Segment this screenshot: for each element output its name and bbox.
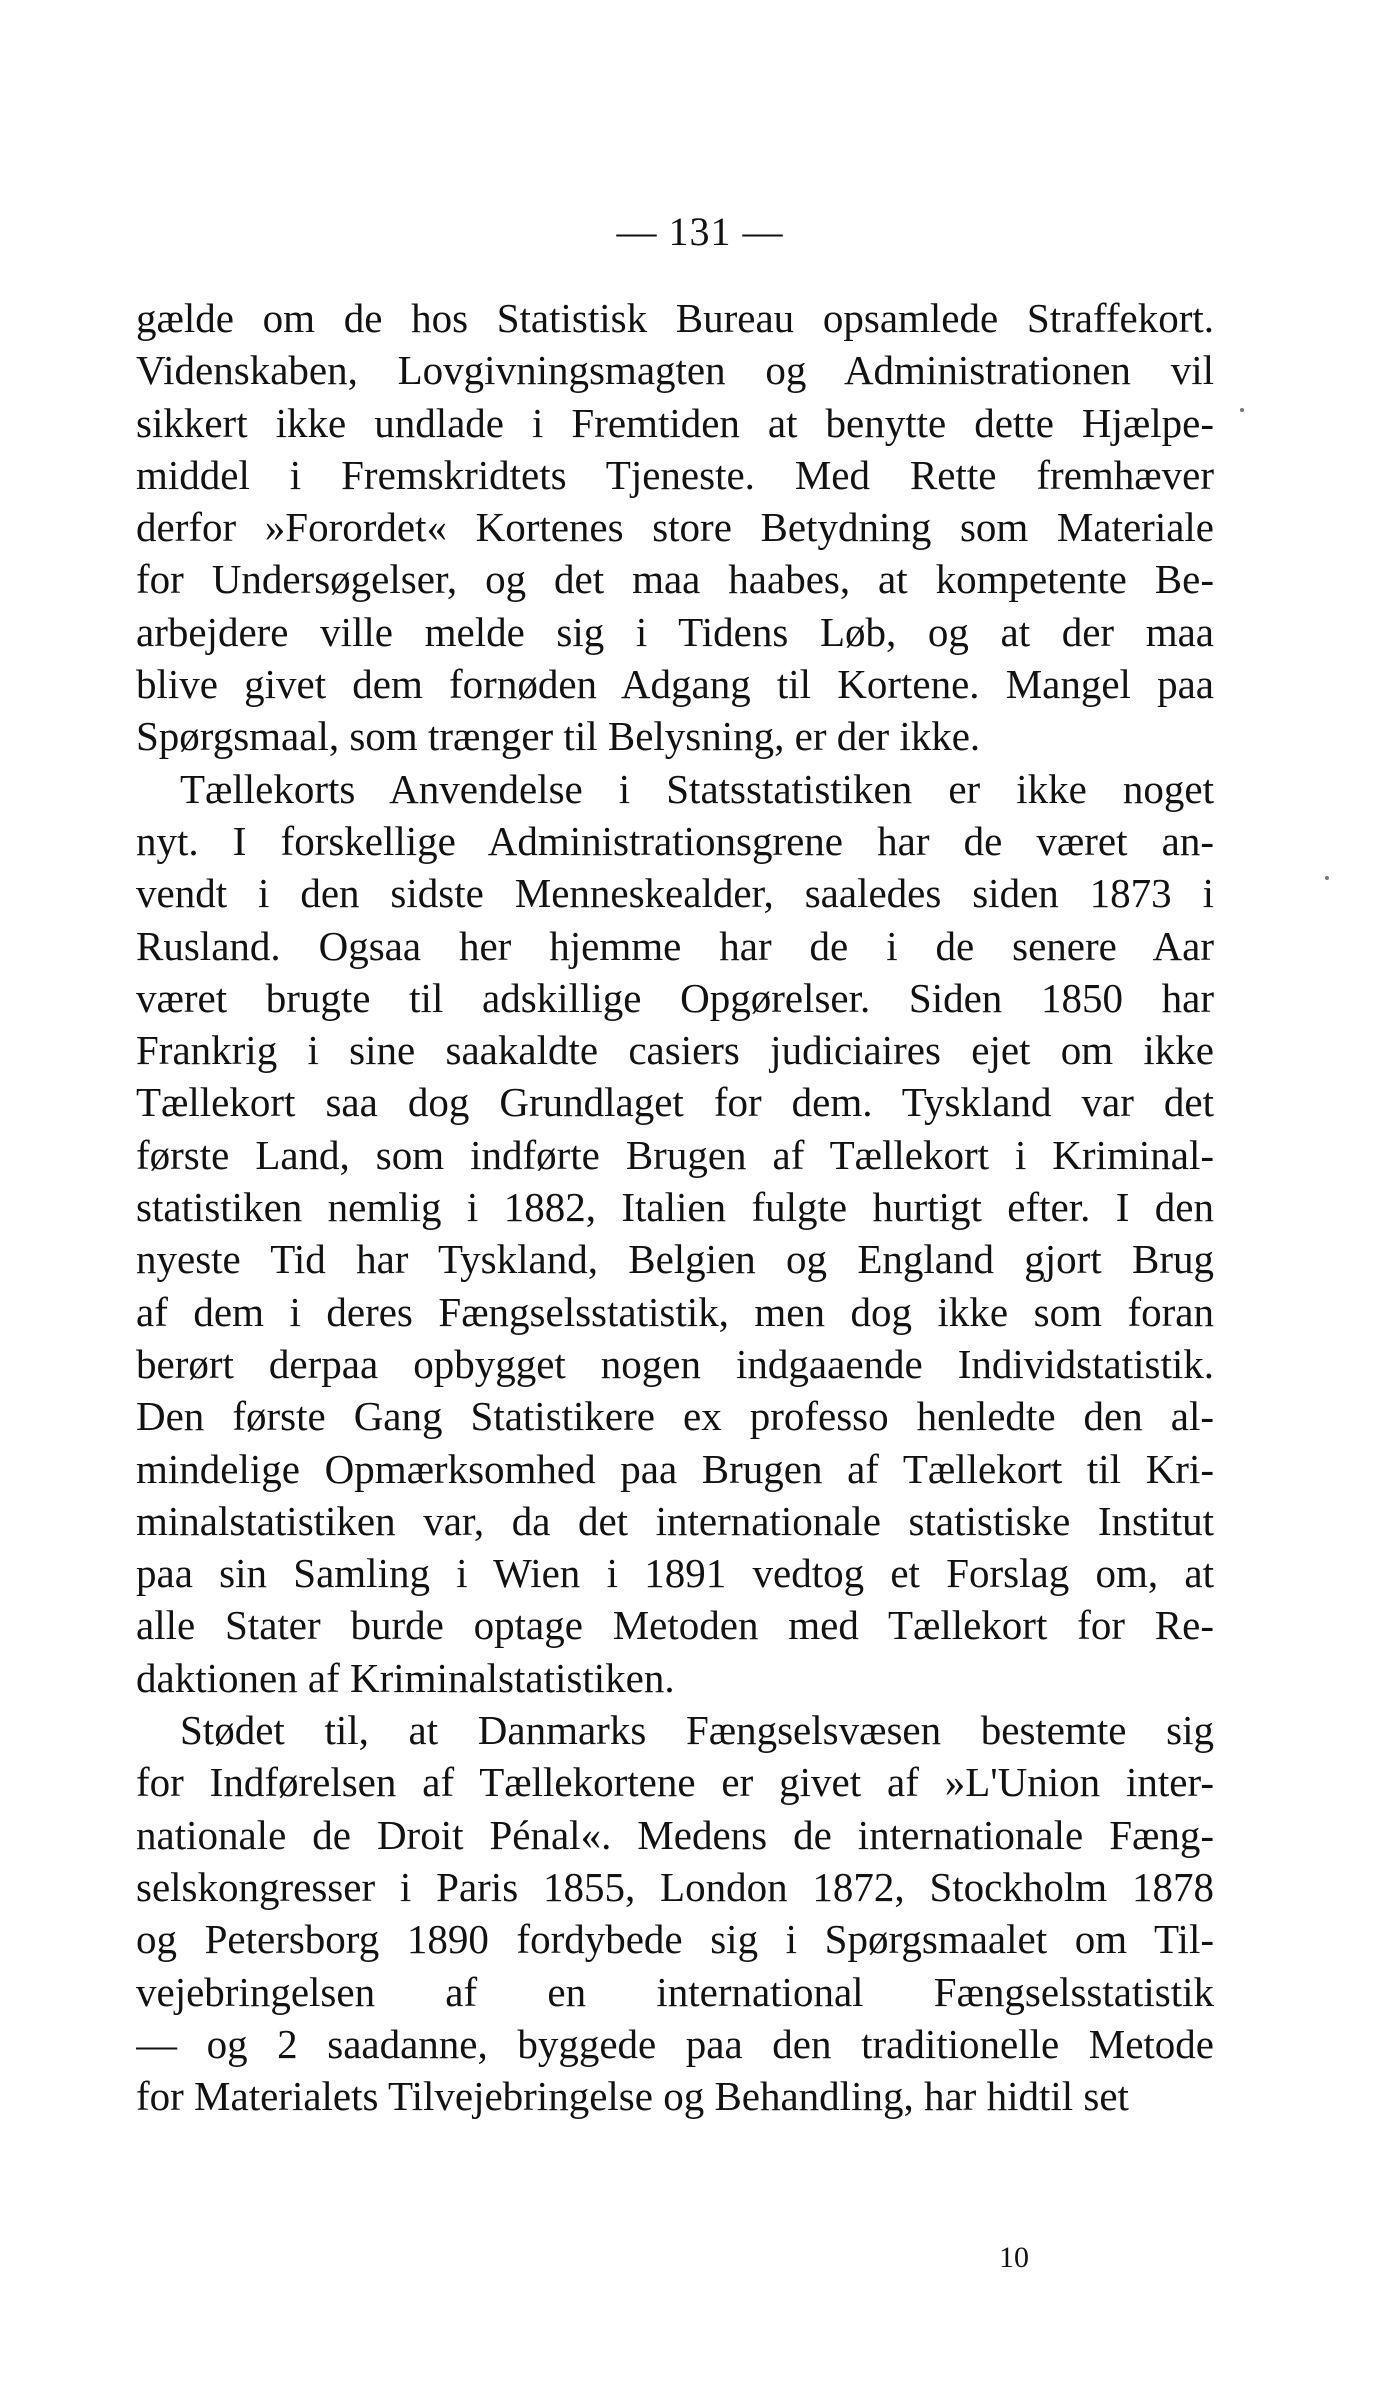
printer-signature-mark: 10 — [999, 2241, 1029, 2274]
text-line: første Land, som indførte Brugen af Tællekort i Kriminal- — [136, 1131, 1214, 1178]
text-line: paa sin Samling i Wien i 1891 vedtog et Forslag om, at — [136, 1550, 1214, 1597]
text-line: Frankrig i sine saakaldte casiers judiciaires ejet om ikke — [136, 1027, 1214, 1074]
text-line: vejebringelsen af en international Fængselsstatistik — [136, 1968, 1214, 2015]
text-line: nyt. I forskellige Administrationsgrene har de været an- — [136, 817, 1214, 864]
text-line: berørt derpaa opbygget nogen indgaaende Individstatistik. — [136, 1340, 1214, 1387]
text-line: mindelige Opmærksomhed paa Brugen af Tællekort til Kri- — [136, 1445, 1214, 1492]
page-number: — 131 — — [616, 209, 784, 254]
text-line: statistiken nemlig i 1882, Italien fulgte hurtigt efter. I den — [136, 1184, 1214, 1231]
text-line: nationale de Droit Pénal«. Medens de internationale Fæng- — [136, 1811, 1214, 1858]
text-line: Den første Gang Statistikere ex professo henledte den al- — [136, 1393, 1214, 1440]
text-line: været brugte til adskillige Opgørelser. Siden 1850 har — [136, 974, 1214, 1021]
text-line: nyeste Tid har Tyskland, Belgien og England gjort Brug — [136, 1236, 1214, 1283]
text-line: Tællekorts Anvendelse i Statsstatistiken er ikke noget — [180, 765, 1214, 812]
text-line: og Petersborg 1890 fordybede sig i Spørgsmaalet om Til- — [136, 1916, 1214, 1963]
text-line: arbejdere ville melde sig i Tidens Løb, og at der maa — [136, 608, 1214, 655]
text-line: sikkert ikke undlade i Fremtiden at benytte dette Hjælpe- — [136, 399, 1214, 446]
paper-speck — [1325, 876, 1329, 880]
text-line: minalstatistiken var, da det internationale statistiske Institut — [136, 1497, 1214, 1544]
text-line: Stødet til, at Danmarks Fængselsvæsen bestemte sig — [180, 1707, 1214, 1754]
text-line: derfor »Forordet« Kortenes store Betydning som Materiale — [136, 504, 1214, 551]
text-line: af dem i deres Fængselsstatistik, men dog ikke som foran — [136, 1288, 1214, 1335]
text-line: for Undersøgelser, og det maa haabes, at kompetente Be- — [136, 556, 1214, 603]
text-line: Tællekort saa dog Grundlaget for dem. Tyskland var det — [136, 1079, 1214, 1126]
text-line: daktionen af Kriminalstatistiken. — [136, 1654, 675, 1701]
paragraph — [136, 763, 1214, 1704]
text-line: Spørgsmaal, som trænger til Belysning, er der ikke. — [136, 713, 981, 760]
text-line: selskongresser i Paris 1855, London 1872, Stockholm 1878 — [136, 1863, 1214, 1910]
paragraph — [136, 1704, 1214, 2122]
text-line: alle Stater burde optage Metoden med Tællekort for Re- — [136, 1602, 1214, 1649]
paragraph — [136, 292, 1214, 763]
text-line: Videnskaben, Lovgivningsmagten og Administrationen vil — [136, 347, 1214, 394]
text-line: Rusland. Ogsaa her hjemme har de i de senere Aar — [136, 922, 1214, 969]
text-line: for Materialets Tilvejebringelse og Behandling, har hidtil set — [136, 2073, 1129, 2120]
text-line: — og 2 saadanne, byggede paa den traditionelle Metode — [136, 2020, 1214, 2067]
paper-speck — [1240, 408, 1244, 412]
body-text — [136, 292, 1214, 2122]
text-line: for Indførelsen af Tællekortene er givet af »L'Union inter- — [136, 1759, 1214, 1806]
text-line: vendt i den sidste Menneskealder, saaledes siden 1873 i — [136, 870, 1214, 917]
text-line: gælde om de hos Statistisk Bureau opsamlede Straffekort. — [136, 295, 1214, 341]
text-line: middel i Fremskridtets Tjeneste. Med Rette fremhæver — [136, 451, 1214, 498]
text-line: blive givet dem fornøden Adgang til Kortene. Mangel paa — [136, 661, 1214, 708]
